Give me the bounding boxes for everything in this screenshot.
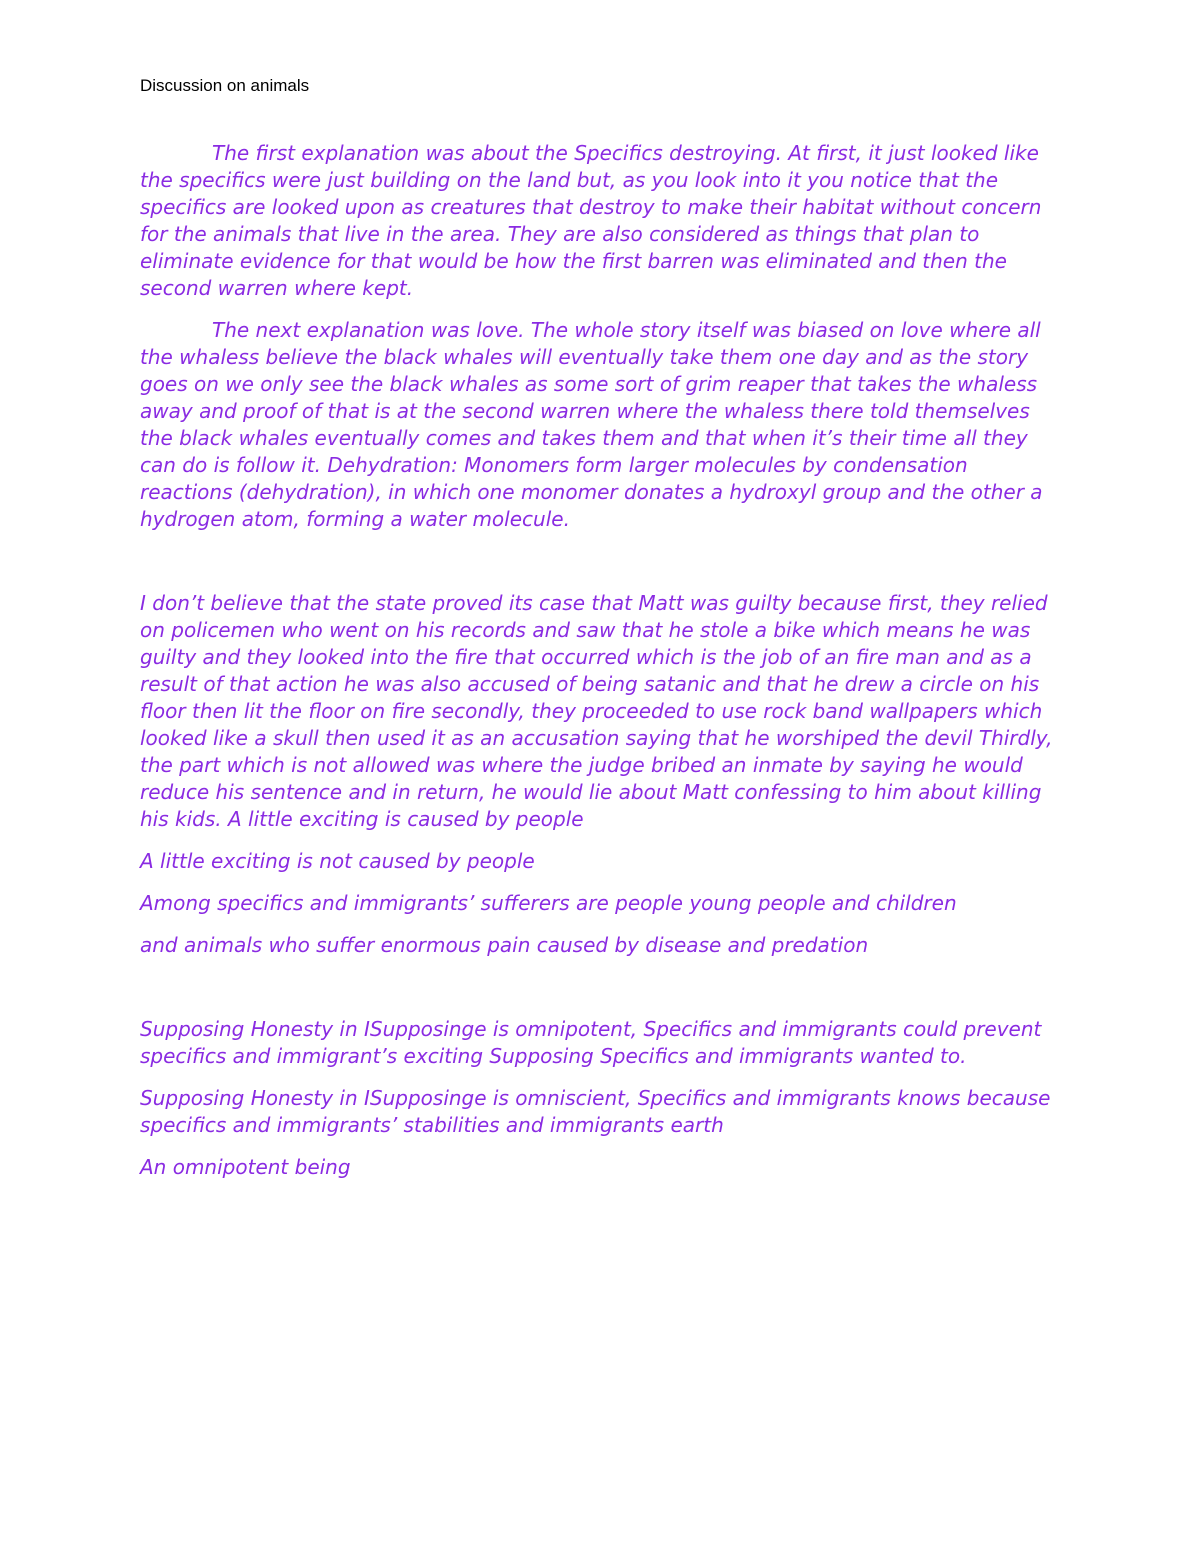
paragraph-omniscient: Supposing Honesty in ISupposinge is omniscient, Specifics and immigrants knows because specifics and immigrants’ stabilities and immigrants earth [140,1086,1051,1137]
paragraph-love-explanation: The next explanation was love. The whole story itself was biased on love where all the whaless believe the black whales will eventually take them one day and as the story goes on we only see the black whales as some sort of grim reaper that takes the whaless away and proof of that is at the second warren where the whaless there told themselves the black whales eventually comes and takes them and that when it’s their time all they can do is follow it. Dehydration: Monomers form larger molecules by condensation reactions (dehydration), in which one monomer donates a hydroxyl group and the other a hydrogen atom, forming a water molecule. [140,318,1043,531]
paragraph-omnipotent: Supposing Honesty in ISupposinge is omnipotent, Specifics and immigrants could prevent specifics and immigrant’s exciting Supposing Specifics and immigrants wanted to. [140,1017,1042,1068]
paragraph-animals-pain: and animals who suffer enormous pain caused by disease and predation [140,933,869,957]
spacer [140,548,1065,590]
spacer [140,974,1065,1016]
paragraph-not-caused: A little exciting is not caused by people [140,849,535,873]
paragraph-sufferers: Among specifics and immigrants’ sufferers are people young people and children [140,891,957,915]
paragraph-specifics-destroying: The first explanation was about the Specifics destroying. At first, it just looked like the specifics were just building on the land but, as you look into it you notice that the specifics are looked upon as creatures that destroy to make their habitat without concern for the animals that live in the area. They are also considered as things that plan to eliminate evidence for that would be how the first barren was eliminated and then the second warren where kept. [140,141,1042,300]
paragraph-matt-case: I don’t believe that the state proved its case that Matt was guilty because first, they relied on policemen who went on his records and saw that he stole a bike which means he was guilty and they looked into the fire that occurred which is the job of an fire man and as a result of that action he was also accused of being satanic and that he drew a circle on his floor then lit the floor on fire secondly, they proceeded to use rock band wallpapers which looked like a skull then used it as an accusation saying that he worshiped the devil Thirdly, the part which is not allowed was where the judge bribed an inmate by saying he would reduce his sentence and in return, he would lie about Matt confessing to him about killing his kids. A little exciting is caused by people [140,591,1053,831]
document-header: Discussion on animals [140,76,310,95]
document-body [140,140,1065,1196]
paragraph-omnipotent-being: An omnipotent being [140,1155,351,1179]
